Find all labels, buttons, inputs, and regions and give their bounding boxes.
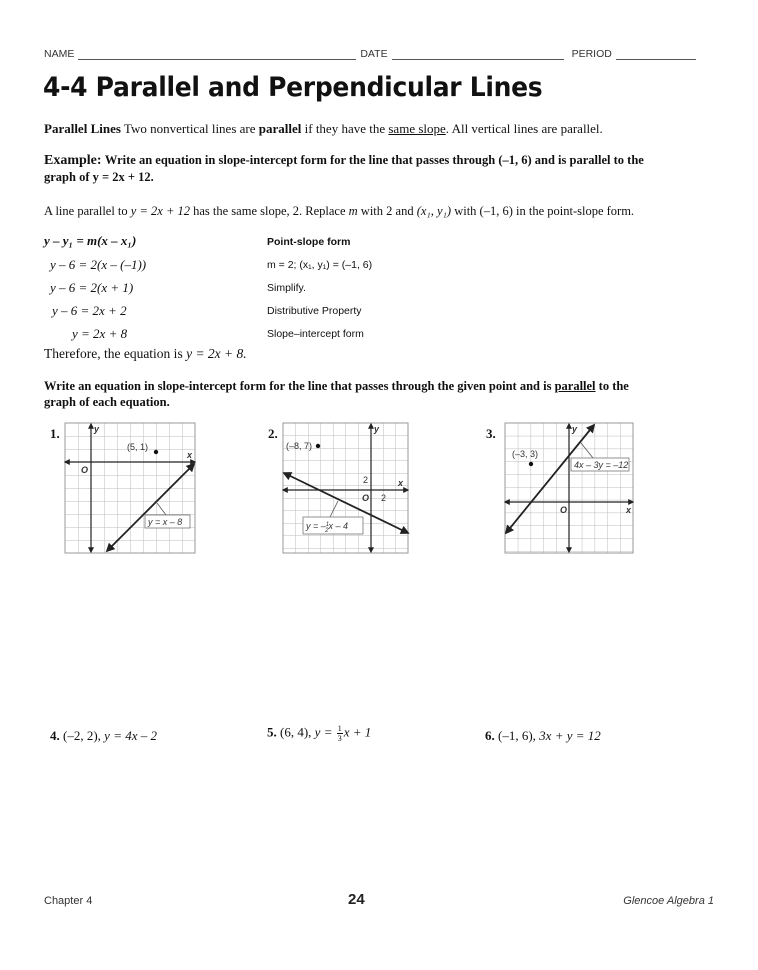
step-equation: y – y₁ = m(x – x₁) <box>44 233 137 248</box>
problem-number: 1. <box>50 426 60 441</box>
y-tick-label: 2 <box>363 475 369 485</box>
x-axis-label: x <box>398 478 404 488</box>
example-equation: y = 2x + 12. <box>92 170 154 184</box>
y-axis-label: y <box>94 424 100 434</box>
problem-6 <box>485 728 601 744</box>
point-marker <box>154 450 158 454</box>
problem-equation: 3x + y = 12 <box>539 728 601 743</box>
problem-5 <box>267 724 371 743</box>
problem-4 <box>50 728 157 744</box>
page-title: 4-4 Parallel and Perpendicular Lines <box>43 72 543 103</box>
exercise-instructions <box>44 378 744 410</box>
graph-1 <box>63 421 199 555</box>
instructions-text: to the <box>595 379 629 393</box>
variable-m: m <box>348 204 358 218</box>
page-number: 24 <box>348 891 365 908</box>
line-equation-label: y = –$^1$ 2x – 4 <box>306 521 348 534</box>
graph-3 <box>503 421 637 555</box>
footer-book-title: Glencoe Algebra 1 <box>623 895 714 907</box>
point-label: (5, 1) <box>127 442 149 452</box>
origin-label: O <box>560 505 568 515</box>
problem-number: 6. <box>485 728 495 743</box>
step-equation: y – 6 = 2x + 2 <box>52 303 127 318</box>
step-reason: Simplify. <box>267 282 306 294</box>
example-prompt-line: graph of <box>44 170 93 184</box>
name-field[interactable] <box>78 48 356 60</box>
explanation-text: has the same slope, 2. Replace <box>190 204 349 218</box>
example-prompt <box>44 152 744 185</box>
fraction-numerator: 1 <box>337 724 342 733</box>
bold-term: parallel <box>258 121 302 136</box>
example-label: Example: <box>44 153 102 168</box>
underlined-term: same slope <box>388 121 446 136</box>
problem-equation: x + 1 <box>343 724 372 740</box>
problem-point: (–1, 6), <box>498 728 540 743</box>
intro-paragraph <box>44 121 734 137</box>
line-equation-label: 4x – 3y = –12 <box>574 460 629 470</box>
step-equation: y – 6 = 2(x – (–1)) <box>50 257 147 272</box>
step-equation: y – 6 = 2(x + 1) <box>50 280 134 295</box>
problem-equation: y = 4x – 2 <box>104 728 157 743</box>
example-conclusion <box>44 346 247 362</box>
x-axis-label: x <box>626 505 632 515</box>
problem-equation: y = <box>314 724 336 740</box>
step-reason: Distributive Property <box>267 305 362 317</box>
step-reason: Slope–intercept form <box>267 328 364 340</box>
student-info-row <box>44 44 714 60</box>
point-notation: (x₁, y₁) <box>416 204 452 218</box>
explanation-equation: y = 2x + 12 <box>130 204 190 218</box>
x-axis-label: x <box>187 450 193 460</box>
name-label: NAME <box>44 48 75 60</box>
intro-text: if they have the <box>301 121 389 136</box>
step-reason: m = 2; (x₁, y₁) = (–1, 6) <box>267 259 373 271</box>
explanation-text: with (–1, 6) in the point-slope form. <box>451 204 635 218</box>
explanation-text: with 2 and <box>357 204 417 218</box>
conclusion-text: Therefore, the equation is <box>44 346 187 361</box>
intro-text: . All vertical lines are parallel. <box>445 121 603 136</box>
origin-label: O <box>81 465 89 475</box>
period-label: PERIOD <box>571 48 612 60</box>
problem-point: (–2, 2), <box>63 728 105 743</box>
origin-label: O <box>362 493 370 503</box>
x-tick-label: 2 <box>381 493 387 503</box>
explanation-text: A line parallel to <box>44 204 131 218</box>
instructions-text: graph of each equation. <box>44 395 170 409</box>
point-label: (–8, 7) <box>286 441 313 451</box>
point-marker <box>316 444 320 448</box>
fraction-denominator: 3 <box>337 734 342 743</box>
example-prompt-line: Write an equation in slope-intercept form for the line that passes through (–1, 6) and is parallel to the <box>104 153 644 167</box>
graph-2 <box>281 421 411 555</box>
term: Parallel Lines <box>44 121 121 136</box>
date-label: DATE <box>360 48 388 60</box>
line-equation-label: y = x – 8 <box>148 517 183 527</box>
instructions-text: Write an equation in slope-intercept form for the line that passes through the given point and is <box>44 379 555 393</box>
example-explanation <box>44 203 744 219</box>
y-axis-label: y <box>374 424 380 434</box>
conclusion-equation: y = 2x + 8. <box>186 346 247 361</box>
point-label: (–3, 3) <box>512 449 539 459</box>
intro-text: Two nonvertical lines are <box>120 121 259 136</box>
footer-chapter: Chapter 4 <box>44 895 93 907</box>
step-reason: Point-slope form <box>267 236 351 248</box>
period-field[interactable] <box>616 48 696 60</box>
problem-number: 3. <box>486 426 496 441</box>
step-equation: y = 2x + 8 <box>72 326 128 341</box>
fraction <box>337 724 343 743</box>
problem-point: (6, 4), <box>280 724 315 740</box>
problem-number: 2. <box>268 426 278 441</box>
point-marker <box>529 462 533 466</box>
date-field[interactable] <box>392 48 564 60</box>
problem-number: 5. <box>267 724 277 740</box>
problem-number: 4. <box>50 728 60 743</box>
underlined-term: parallel <box>554 379 596 393</box>
y-axis-label: y <box>572 424 578 434</box>
